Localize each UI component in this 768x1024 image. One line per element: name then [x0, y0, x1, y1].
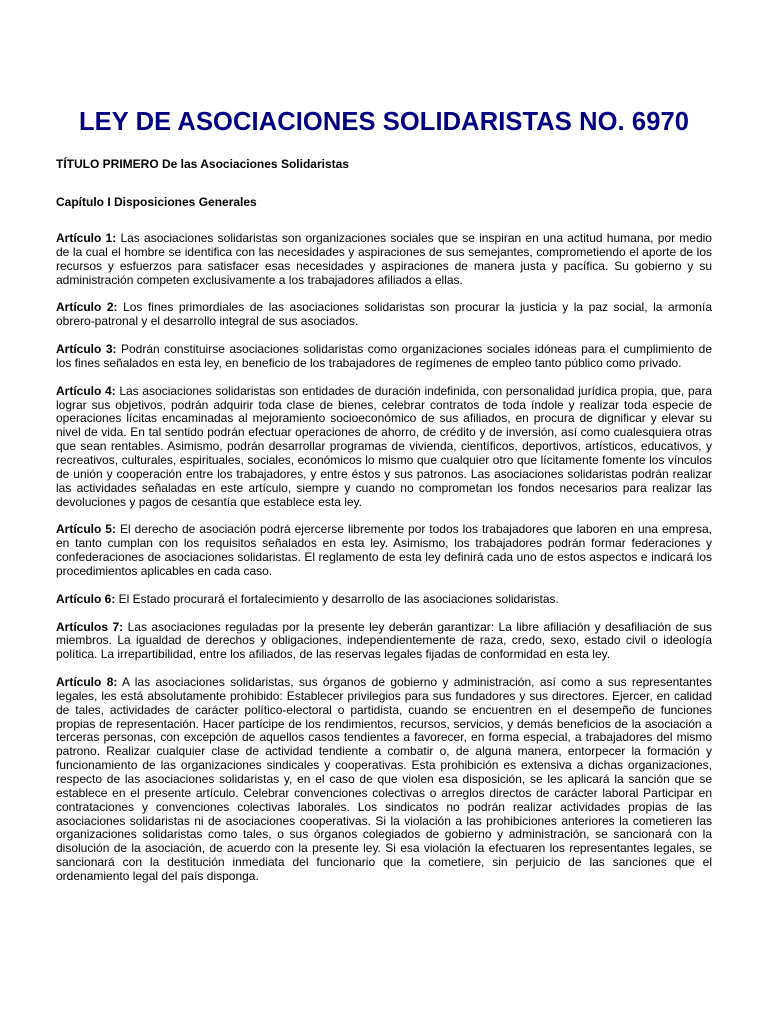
article-label: Artículo 6:	[56, 591, 116, 606]
titulo-heading: TÍTULO PRIMERO De las Asociaciones Solidaristas	[56, 157, 349, 171]
article-label: Artículo 3:	[56, 342, 117, 357]
article-text: Las asociaciones solidaristas son organizaciones sociales que se inspiran en una actitud humana, por medio de la cual el hombre se identifica con las necesidades y aspiraciones de sus semejantes, comprometiendo el aporte de los recursos y esfuerzos para satisfacer esas necesidades y aspiraciones de manera justa y pacífica. Su gobierno y su administración competen exclusivamente a los trabajadores afiliados a ellas.	[56, 231, 712, 287]
article-text: El Estado procurará el fortalecimiento y desarrollo de las asociaciones solidaristas.	[115, 591, 559, 606]
article-label: Artículo 4:	[56, 383, 116, 398]
capitulo-heading: Capítulo I Disposiciones Generales	[56, 195, 257, 209]
article-label: Artículo 8:	[56, 675, 118, 690]
article-text: A las asociaciones solidaristas, sus órganos de gobierno y administración, así como a sus representantes legales, les está absolutamente prohibido: Establecer privilegios para sus fundadores y sus directores. Ejercer, en calidad de tales, actividades de carácter político-electoral o partidista, cuando se encuentren en el desempeño de funciones propias de representación. Hacer partícipe de los rendimientos, recursos, servicios, y demás beneficios de la asociación a terceras personas, con excepción de aquellos casos tendientes a favorecer, en forma especial, a trabajadores del mismo patrono. Realizar cualquier clase de actividad tendiente a combatir o, de alguna manera, entorpecer la formación y funcionamiento de las organizaciones sindicales y cooperativas. Esta prohibición es extensiva a dichas organizaciones, respecto de las asociaciones solidaristas y, en el caso de que violen esa disposición, se les aplicará la sanción que se establece en el presente artículo. Celebrar convenciones colectivas o arreglos directos de carácter laboral Participar en contrataciones y convenciones colectivas laborales. Los sindicatos no podrán realizar actividades propias de las asociaciones solidaristas ni de asociaciones cooperativas. Si la violación a las prohibiciones anteriores la cometieren las organizaciones solidaristas como tales, o sus órganos colegiados de gobierno y administración, se sancionará con la disolución de la asociación, de acuerdo con la presente ley. Si esa violación la efectuaren los representantes legales, se sancionará con la destitución inmediata del funcionario que la cometiere, sin perjuicio de las sanciones que el ordenamiento legal del país disponga.	[56, 675, 712, 883]
article-label: Artículo 2:	[56, 300, 118, 315]
article-text: Podrán constituirse asociaciones solidaristas como organizaciones sociales idóneas para el cumplimiento de los fines señalados en esta ley, en beneficio de los trabajadores de regímenes de empleo tanto público como privado.	[56, 342, 712, 370]
article-text: Las asociaciones reguladas por la presente ley deberán garantizar: La libre afiliación y desafiliación de sus miembros. La igualdad de derechos y obligaciones, independientemente de raza, credo, sexo, estado civil o ideología política. La irrepartibilidad, entre los afiliados, de las reservas legales fijadas de conformidad en esta ley.	[56, 619, 713, 662]
article-text: Las asociaciones solidaristas son entidades de duración indefinida, con personalidad jurídica propia, que, para lograr sus objetivos, podrán adquirir toda clase de bienes, celebrar contratos de toda índole y realizar toda especie de operaciones lícitas encaminadas al mejoramiento socioeconómico de sus afiliados, en procura de dignificar y elevar su nivel de vida. En tal sentido podrán efectuar operaciones de ahorro, de crédito y de inversión, así como cualesquiera otras que sean rentables. Asimismo, podrán desarrollar programas de vivienda, científicos, deportivos, artísticos, educativos, y recreativos, culturales, espirituales, sociales, económicos lo mismo que cualquier otro que lícitamente fomente los vínculos de unión y cooperación entre los trabajadores, y entre éstos y sus patronos. Las asociaciones solidaristas podrán realizar las actividades señaladas en este artículo, siempre y cuando no comprometan los fondos necesarios para realizar las devoluciones y pagos de cesantía que establece esta ley.	[56, 383, 712, 509]
article-4	[56, 385, 712, 510]
article-text: El derecho de asociación podrá ejercerse libremente por todos los trabajadores que laboren en una empresa, en tanto cumplan con los requisitos señalados en esta ley. Asimismo, los trabajadores podrán formar federaciones y confederaciones de asociaciones solidaristas. El reglamento de esta ley definirá cada uno de estos aspectos e indicará los procedimientos aplicables en cada caso.	[56, 522, 712, 578]
article-3	[56, 343, 712, 371]
article-text: Los fines primordiales de las asociaciones solidaristas son procurar la justicia y la paz social, la armonía obrero-patronal y el desarrollo integral de sus asociados.	[56, 300, 712, 329]
document-title: LEY DE ASOCIACIONES SOLIDARISTAS NO. 6970	[78, 108, 690, 136]
article-label: Artículo 5:	[56, 522, 116, 537]
article-8	[56, 676, 712, 884]
article-label: Artículos 7:	[56, 619, 124, 634]
article-7	[56, 621, 712, 663]
article-label: Artículo 1:	[56, 231, 117, 245]
article-2	[56, 301, 712, 329]
article-6	[56, 593, 712, 607]
article-1	[56, 232, 712, 287]
article-5	[56, 523, 712, 578]
